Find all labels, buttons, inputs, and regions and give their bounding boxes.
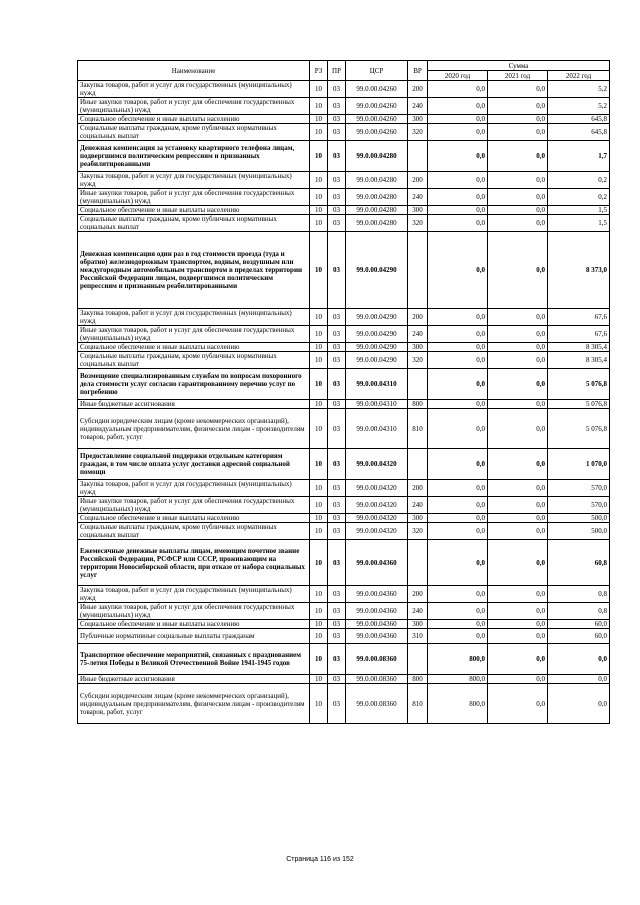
cell-y2020: 0,0 [428,480,488,497]
header-name: Наименование [78,61,310,81]
cell-y2022: 0,0 [548,675,610,684]
cell-csr: 99.0.00.04320 [346,523,408,540]
cell-y2022: 1,5 [548,215,610,232]
cell-vr [408,369,428,400]
cell-y2022: 570,0 [548,497,610,514]
table-row [78,409,610,449]
cell-name: Социальные выплаты гражданам, кроме публичных нормативных социальных выплат [78,352,310,369]
cell-vr: 240 [408,326,428,343]
cell-csr: 99.0.00.08360 [346,684,408,724]
cell-pr: 03 [328,480,346,497]
cell-y2022: 645,8 [548,115,610,124]
cell-rz: 10 [310,309,328,326]
cell-pr: 03 [328,523,346,540]
cell-rz: 10 [310,480,328,497]
cell-pr: 03 [328,644,346,675]
cell-name: Закупка товаров, работ и услуг для государственных (муниципальных) нужд [78,309,310,326]
cell-pr: 03 [328,449,346,480]
cell-y2020: 0,0 [428,352,488,369]
cell-vr: 800 [408,675,428,684]
cell-csr: 99.0.00.04360 [346,620,408,629]
cell-rz: 10 [310,675,328,684]
cell-y2020: 0,0 [428,540,488,586]
table-row [78,309,610,326]
table-row [78,629,610,644]
cell-y2021: 0,0 [488,172,548,189]
cell-y2022: 0,8 [548,586,610,603]
cell-vr: 240 [408,189,428,206]
cell-y2020: 0,0 [428,124,488,141]
cell-y2020: 0,0 [428,409,488,449]
cell-vr: 810 [408,684,428,724]
header-2020: 2020 год [428,71,488,81]
cell-vr: 810 [408,409,428,449]
cell-rz: 10 [310,343,328,352]
cell-pr: 03 [328,343,346,352]
header-rz: РЗ [310,61,328,81]
cell-y2020: 0,0 [428,514,488,523]
table-row [78,497,610,514]
cell-y2020: 0,0 [428,523,488,540]
cell-rz: 10 [310,124,328,141]
table-row [78,369,610,400]
table-row [78,603,610,620]
cell-y2021: 0,0 [488,81,548,98]
cell-pr: 03 [328,409,346,449]
cell-csr: 99.0.00.04280 [346,141,408,172]
table-row [78,98,610,115]
header-row [78,61,610,71]
cell-vr: 300 [408,343,428,352]
header-2021: 2021 год [488,71,548,81]
cell-csr: 99.0.00.04360 [346,629,408,644]
cell-y2022: 5 076,8 [548,400,610,409]
cell-y2021: 0,0 [488,480,548,497]
cell-rz: 10 [310,603,328,620]
table-row [78,684,610,724]
cell-y2020: 0,0 [428,326,488,343]
cell-vr: 240 [408,603,428,620]
cell-pr: 03 [328,215,346,232]
cell-vr [408,449,428,480]
cell-name: Иные закупки товаров, работ и услуг для обеспечения государственных (муниципальных) нужд [78,189,310,206]
cell-name: Иные закупки товаров, работ и услуг для обеспечения государственных (муниципальных) нужд [78,326,310,343]
cell-rz: 10 [310,352,328,369]
cell-vr: 200 [408,81,428,98]
cell-rz: 10 [310,232,328,309]
cell-name: Социальные выплаты гражданам, кроме публичных нормативных социальных выплат [78,523,310,540]
cell-y2021: 0,0 [488,124,548,141]
cell-rz: 10 [310,540,328,586]
cell-csr: 99.0.00.04310 [346,409,408,449]
cell-y2022: 5 076,8 [548,409,610,449]
cell-rz: 10 [310,141,328,172]
cell-vr: 200 [408,586,428,603]
cell-csr: 99.0.00.04290 [346,326,408,343]
table-body [78,81,610,724]
cell-rz: 10 [310,115,328,124]
table-row [78,400,610,409]
cell-vr: 320 [408,352,428,369]
cell-pr: 03 [328,124,346,141]
cell-rz: 10 [310,326,328,343]
cell-csr: 99.0.00.04280 [346,206,408,215]
cell-csr: 99.0.00.04280 [346,189,408,206]
cell-y2022: 8 373,0 [548,232,610,309]
cell-vr [408,644,428,675]
cell-y2022: 60,8 [548,540,610,586]
cell-y2020: 0,0 [428,449,488,480]
cell-name: Социальные выплаты гражданам, кроме публичных нормативных социальных выплат [78,124,310,141]
cell-y2021: 0,0 [488,514,548,523]
table-row [78,232,610,309]
cell-pr: 03 [328,81,346,98]
cell-y2020: 0,0 [428,115,488,124]
cell-csr: 99.0.00.04280 [346,215,408,232]
cell-name: Закупка товаров, работ и услуг для государственных (муниципальных) нужд [78,81,310,98]
cell-y2020: 0,0 [428,603,488,620]
cell-rz: 10 [310,98,328,115]
table-row [78,352,610,369]
cell-rz: 10 [310,409,328,449]
cell-y2022: 0,0 [548,684,610,724]
cell-y2021: 0,0 [488,409,548,449]
cell-y2021: 0,0 [488,369,548,400]
cell-y2020: 0,0 [428,98,488,115]
cell-pr: 03 [328,326,346,343]
cell-y2021: 0,0 [488,309,548,326]
cell-name: Денежная компенсация за установку квартирного телефона лицам, подвергшимся политическим репрессиям и признанных реабилитированными [78,141,310,172]
cell-rz: 10 [310,172,328,189]
cell-y2021: 0,0 [488,98,548,115]
cell-y2022: 1,7 [548,141,610,172]
cell-y2021: 0,0 [488,523,548,540]
cell-y2020: 0,0 [428,206,488,215]
cell-vr [408,141,428,172]
cell-name: Социальное обеспечение и иные выплаты населению [78,206,310,215]
cell-y2021: 0,0 [488,586,548,603]
cell-csr: 99.0.00.08360 [346,644,408,675]
cell-y2020: 0,0 [428,309,488,326]
cell-rz: 10 [310,644,328,675]
cell-pr: 03 [328,369,346,400]
table-row [78,343,610,352]
cell-y2021: 0,0 [488,141,548,172]
cell-pr: 03 [328,206,346,215]
cell-vr: 200 [408,480,428,497]
cell-rz: 10 [310,369,328,400]
cell-vr: 300 [408,514,428,523]
cell-csr: 99.0.00.04320 [346,497,408,514]
cell-csr: 99.0.00.04260 [346,115,408,124]
cell-name: Социальное обеспечение и иные выплаты населению [78,343,310,352]
cell-name: Социальное обеспечение и иные выплаты населению [78,514,310,523]
cell-y2021: 0,0 [488,449,548,480]
cell-vr: 320 [408,523,428,540]
page-number: Страница 116 из 152 [286,856,354,863]
cell-rz: 10 [310,620,328,629]
cell-pr: 03 [328,400,346,409]
cell-rz: 10 [310,215,328,232]
header-vr: ВР [408,61,428,81]
cell-csr: 99.0.00.04320 [346,480,408,497]
cell-vr [408,232,428,309]
cell-y2022: 0,2 [548,189,610,206]
cell-csr: 99.0.00.04290 [346,309,408,326]
cell-csr: 99.0.00.04310 [346,369,408,400]
cell-name: Иные бюджетные ассигнования [78,675,310,684]
cell-y2021: 0,0 [488,497,548,514]
cell-pr: 03 [328,352,346,369]
cell-pr: 03 [328,172,346,189]
cell-y2022: 5,2 [548,98,610,115]
cell-csr: 99.0.00.04260 [346,98,408,115]
cell-y2022: 0,0 [548,644,610,675]
cell-name: Закупка товаров, работ и услуг для государственных (муниципальных) нужд [78,480,310,497]
cell-y2020: 0,0 [428,369,488,400]
cell-name: Ежемесячные денежные выплаты лицам, имеющим почетное звание Российской Федерации, РСФСР или СССР, проживающим на территории Новосибирской области, при отказе от набора социальных услуг [78,540,310,586]
table-row [78,644,610,675]
cell-rz: 10 [310,449,328,480]
cell-csr: 99.0.00.04360 [346,540,408,586]
cell-y2020: 0,0 [428,586,488,603]
cell-vr: 240 [408,98,428,115]
table-row [78,675,610,684]
table-row [78,620,610,629]
cell-y2021: 0,0 [488,603,548,620]
cell-rz: 10 [310,523,328,540]
cell-pr: 03 [328,141,346,172]
cell-y2020: 0,0 [428,232,488,309]
cell-y2022: 500,0 [548,514,610,523]
cell-y2020: 0,0 [428,620,488,629]
cell-name: Публичные нормативные социальные выплаты гражданам [78,629,310,644]
cell-rz: 10 [310,497,328,514]
cell-name: Иные бюджетные ассигнования [78,400,310,409]
cell-y2022: 67,6 [548,309,610,326]
table-row [78,81,610,98]
cell-y2020: 0,0 [428,629,488,644]
cell-csr: 99.0.00.04360 [346,603,408,620]
table-row [78,124,610,141]
cell-pr: 03 [328,675,346,684]
cell-y2022: 5 076,8 [548,369,610,400]
cell-pr: 03 [328,497,346,514]
header-pr: ПР [328,61,346,81]
cell-pr: 03 [328,540,346,586]
cell-rz: 10 [310,400,328,409]
cell-pr: 03 [328,629,346,644]
cell-name: Субсидии юридическим лицам (кроме некоммерческих организаций), индивидуальным предпринимателям, физическим лицам - производителям товаров, работ, услуг [78,684,310,724]
cell-y2022: 8 305,4 [548,352,610,369]
header-csr: ЦСР [346,61,408,81]
cell-vr: 320 [408,124,428,141]
cell-pr: 03 [328,309,346,326]
cell-csr: 99.0.00.04290 [346,232,408,309]
cell-name: Социальное обеспечение и иные выплаты населению [78,115,310,124]
cell-pr: 03 [328,514,346,523]
cell-pr: 03 [328,189,346,206]
cell-y2020: 800,0 [428,644,488,675]
cell-rz: 10 [310,81,328,98]
cell-y2021: 0,0 [488,326,548,343]
cell-y2021: 0,0 [488,540,548,586]
cell-name: Иные закупки товаров, работ и услуг для обеспечения государственных (муниципальных) нужд [78,98,310,115]
table-row [78,326,610,343]
cell-rz: 10 [310,629,328,644]
cell-vr: 200 [408,309,428,326]
table-row [78,540,610,586]
cell-y2021: 0,0 [488,352,548,369]
cell-y2022: 67,6 [548,326,610,343]
cell-y2022: 8 305,4 [548,343,610,352]
cell-pr: 03 [328,98,346,115]
cell-pr: 03 [328,232,346,309]
budget-table [77,60,610,724]
cell-y2020: 0,0 [428,141,488,172]
cell-y2022: 500,0 [548,523,610,540]
cell-y2022: 0,8 [548,603,610,620]
cell-y2021: 0,0 [488,675,548,684]
cell-y2022: 1 070,0 [548,449,610,480]
cell-vr: 800 [408,400,428,409]
cell-name: Социальное обеспечение и иные выплаты населению [78,620,310,629]
cell-vr [408,540,428,586]
cell-csr: 99.0.00.04290 [346,352,408,369]
cell-y2021: 0,0 [488,115,548,124]
cell-csr: 99.0.00.04320 [346,514,408,523]
cell-y2020: 0,0 [428,81,488,98]
table-row [78,141,610,172]
cell-name: Иные закупки товаров, работ и услуг для обеспечения государственных (муниципальных) нужд [78,603,310,620]
table-row [78,172,610,189]
cell-vr: 310 [408,629,428,644]
header-2022: 2022 год [548,71,610,81]
cell-y2021: 0,0 [488,400,548,409]
cell-name: Возмещение специализированным службам по вопросам похоронного дела стоимости услуг согласно гарантированному перечню услуг по погребению [78,369,310,400]
table-row [78,449,610,480]
cell-csr: 99.0.00.04260 [346,124,408,141]
cell-vr: 300 [408,620,428,629]
cell-name: Субсидии юридическим лицам (кроме некоммерческих организаций), индивидуальным предпринимателям, физическим лицам - производителям товаров, работ, услуг [78,409,310,449]
table-row [78,514,610,523]
cell-pr: 03 [328,586,346,603]
cell-csr: 99.0.00.04320 [346,449,408,480]
cell-y2021: 0,0 [488,684,548,724]
cell-rz: 10 [310,684,328,724]
cell-csr: 99.0.00.08360 [346,675,408,684]
cell-name: Предоставление социальной поддержки отдельным категориям граждан, в том числе оплата услуг доставки адресной социальной помощи [78,449,310,480]
table-row [78,480,610,497]
cell-y2020: 800,0 [428,675,488,684]
cell-csr: 99.0.00.04290 [346,343,408,352]
cell-y2022: 570,0 [548,480,610,497]
cell-name: Денежная компенсация один раз в год стоимости проезда (туда и обратно) железнодорожным транспортом, водным, воздушным или междугородным автомобильным транспортом в пределах территории Российской Федерации лицам, подвергшимся политическим репрессиям и признанным реабилитированными [78,232,310,309]
table-row [78,215,610,232]
cell-csr: 99.0.00.04280 [346,172,408,189]
cell-pr: 03 [328,603,346,620]
cell-y2022: 1,5 [548,206,610,215]
cell-y2022: 60,0 [548,629,610,644]
cell-y2022: 645,8 [548,124,610,141]
table-row [78,189,610,206]
cell-y2021: 0,0 [488,232,548,309]
cell-y2021: 0,0 [488,343,548,352]
cell-y2020: 0,0 [428,497,488,514]
cell-y2022: 60,0 [548,620,610,629]
cell-y2021: 0,0 [488,215,548,232]
cell-y2021: 0,0 [488,644,548,675]
header-sum: Сумма [428,61,610,71]
table-row [78,206,610,215]
cell-rz: 10 [310,514,328,523]
cell-y2022: 0,2 [548,172,610,189]
cell-y2021: 0,0 [488,620,548,629]
cell-rz: 10 [310,206,328,215]
cell-rz: 10 [310,189,328,206]
cell-csr: 99.0.00.04310 [346,400,408,409]
cell-name: Закупка товаров, работ и услуг для государственных (муниципальных) нужд [78,586,310,603]
cell-y2022: 5,2 [548,81,610,98]
cell-vr: 300 [408,115,428,124]
table-row [78,523,610,540]
cell-csr: 99.0.00.04260 [346,81,408,98]
cell-y2020: 0,0 [428,172,488,189]
cell-y2020: 0,0 [428,215,488,232]
cell-y2020: 0,0 [428,189,488,206]
table-row [78,115,610,124]
cell-y2020: 0,0 [428,343,488,352]
cell-csr: 99.0.00.04360 [346,586,408,603]
cell-y2021: 0,0 [488,189,548,206]
cell-pr: 03 [328,620,346,629]
cell-vr: 300 [408,206,428,215]
cell-name: Закупка товаров, работ и услуг для государственных (муниципальных) нужд [78,172,310,189]
cell-name: Транспортное обеспечение мероприятий, связанных с празднованием 75-летия Победы в Великой Отечественной Войне 1941-1945 годов [78,644,310,675]
cell-pr: 03 [328,684,346,724]
table-row [78,586,610,603]
cell-name: Иные закупки товаров, работ и услуг для обеспечения государственных (муниципальных) нужд [78,497,310,514]
cell-y2020: 800,0 [428,684,488,724]
cell-pr: 03 [328,115,346,124]
cell-vr: 200 [408,172,428,189]
cell-vr: 320 [408,215,428,232]
cell-vr: 240 [408,497,428,514]
cell-y2021: 0,0 [488,629,548,644]
cell-y2020: 0,0 [428,400,488,409]
cell-y2021: 0,0 [488,206,548,215]
cell-rz: 10 [310,586,328,603]
cell-name: Социальные выплаты гражданам, кроме публичных нормативных социальных выплат [78,215,310,232]
